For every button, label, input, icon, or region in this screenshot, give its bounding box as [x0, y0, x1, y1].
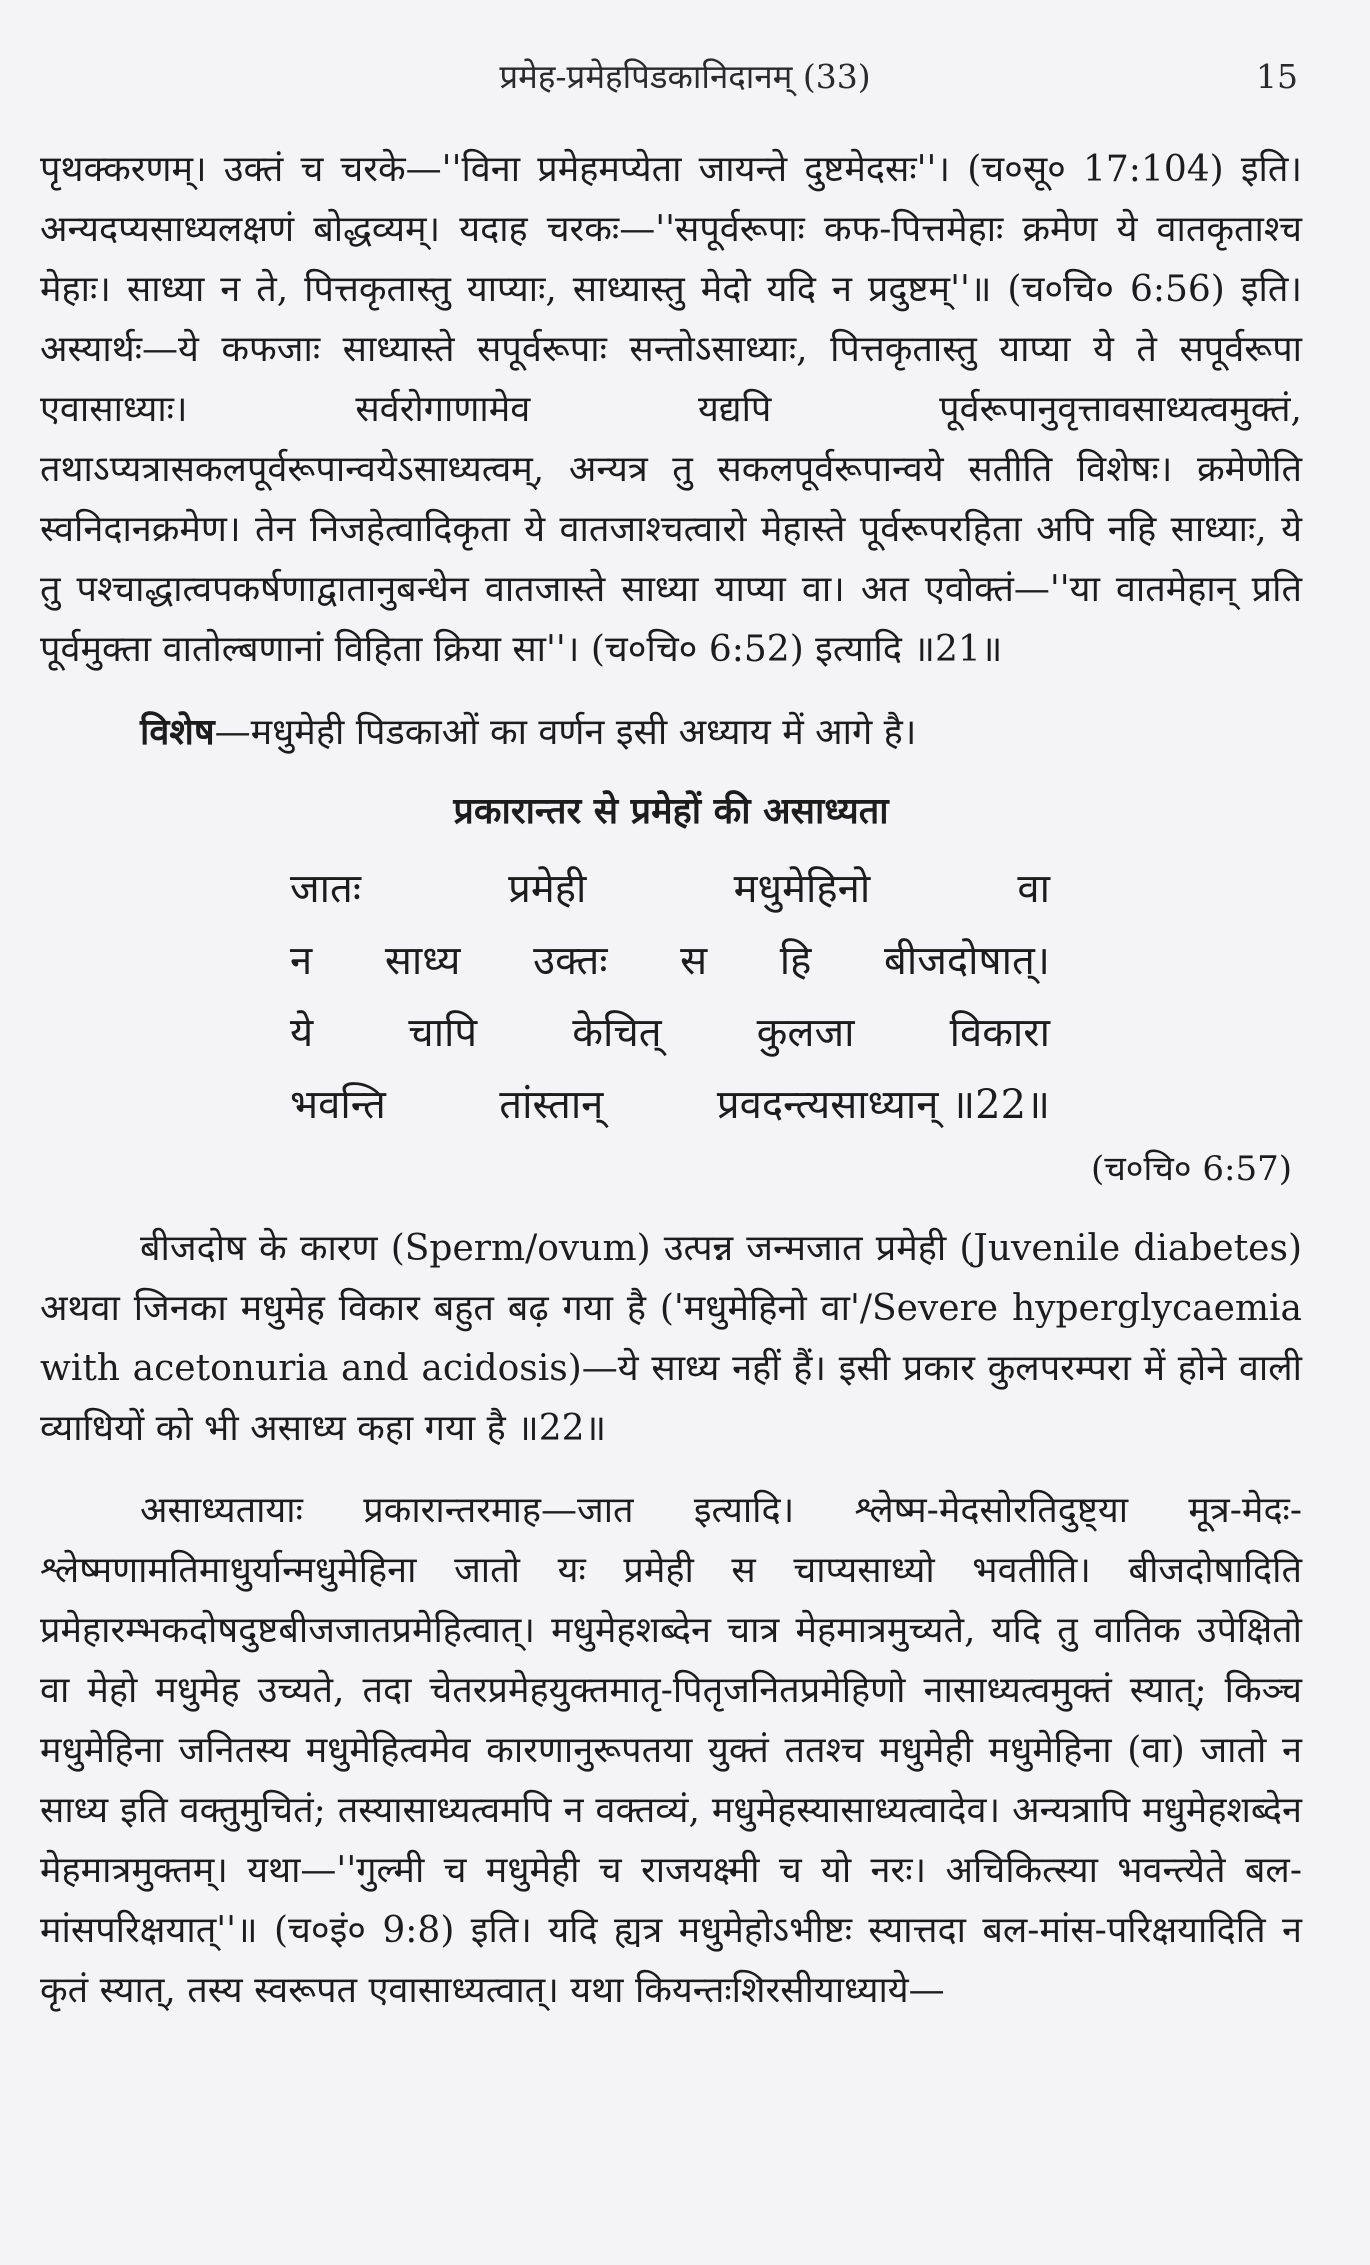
- verse-word: हि: [779, 938, 812, 984]
- translation-paragraph: बीजदोष के कारण (Sperm/ovum) उत्पन्न जन्मजात प्रमेही (Juvenile diabetes) अथवा जिनका मधुमेह विकार बहुत बढ़ गया है ('मधुमेहिनो वा'/Severe hyperglycaemia with acetonuria and acidosis)—ये साध्य नहीं हैं। इसी प्रकार कुलपरम्परा में होने वाली व्याधियों को भी असाध्य कहा गया है ॥22॥: [40, 1228, 1302, 1449]
- note-text: —मधुमेही पिडकाओं का वर्णन इसी अध्याय में आगे है।: [214, 712, 917, 753]
- note-label: विशेष: [140, 711, 215, 753]
- commentary-paragraph-1: पृथक्करणम्। उक्तं च चरके—''विना प्रमेहमप्येता जायन्ते दुष्टमेदसः''। (च०सू० 17:104) इति। अन्यदप्यसाध्यलक्षणं बोद्धव्यम्। यदाह चरकः—''सपूर्वरूपाः कफ-पित्तमेहाः क्रमेण ये वातकृताश्च मेहाः। साध्या न ते, पित्तकृतास्तु याप्याः, साध्यास्तु मेदो यदि न प्रदुष्टम्''॥ (च०चि० 6:56) इति। अस्यार्थः—ये कफजाः साध्यास्ते सपूर्वरूपाः सन्तोऽसाध्याः, पित्तकृतास्तु याप्या ये ते सपूर्वरूपा एवासाध्याः। सर्वरोगाणामेव यद्यपि पूर्वरूपानुवृत्तावसाध्यत्वमुक्तं, तथाऽप्यत्रासकलपूर्वरूपान्वयेऽसाध्यत्वम्, अन्यत्र तु सकलपूर्वरूपान्वये सतीति विशेषः। क्रमेणेति स्वनिदानक्रमेण। तेन निजहेत्वादिकृता ये वातजाश्चत्वारो मेहास्ते पूर्वरूपरहिता अपि नहि साध्याः, ये तु पश्चाद्धात्वपकर्षणाद्वातानुबन्धेन वातजास्ते साध्या याप्या वा। अत एवोक्तं—''या वातमेहान् प्रति पूर्वमुक्ता वातोल्बणानां विहिता क्रिया सा''। (च०चि० 6:52) इत्यादि ॥21॥: [40, 149, 1302, 670]
- verse-word: बीजदोषात्।: [884, 938, 1050, 984]
- verse-line-3: [290, 997, 1050, 1069]
- verse-word: केचित्: [572, 1010, 662, 1056]
- page-header: [0, 52, 1370, 102]
- verse-word: न: [290, 938, 313, 984]
- verse-word: उक्तः: [533, 938, 608, 984]
- verse-word: कुलजा: [756, 1010, 855, 1056]
- verse-word: मधुमेहिनो: [733, 866, 871, 912]
- verse-line-2: [290, 925, 1050, 997]
- verse-line-1: [290, 853, 1050, 925]
- verse-word: विकारा: [949, 1010, 1050, 1056]
- verse-word: प्रमेही: [508, 866, 587, 912]
- verse-word: प्रवदन्त्यसाध्यान् ॥22॥: [716, 1082, 1050, 1128]
- verse-word: जातः: [290, 866, 361, 912]
- running-title: प्रमेह-प्रमेहपिडकानिदानम् (33): [499, 57, 871, 96]
- section-title: प्रकारान्तर से प्रमेहों की असाध्यता: [453, 790, 889, 832]
- verse-word: स: [680, 938, 708, 984]
- verse-block: [290, 853, 1050, 1141]
- verse-word: साध्य: [384, 938, 461, 984]
- verse-line-4: [290, 1069, 1050, 1141]
- page-number: 15: [1256, 57, 1298, 96]
- verse-word: चापि: [408, 1010, 478, 1056]
- note-paragraph: [40, 702, 1302, 763]
- page-body: [40, 140, 1302, 2021]
- verse-reference: (च०चि० 6:57): [1090, 1149, 1292, 1189]
- verse-word: ये: [290, 1010, 314, 1056]
- verse-word: भवन्ति: [290, 1082, 386, 1128]
- verse-word: तांस्तान्: [499, 1082, 604, 1128]
- commentary-paragraph-2: असाध्यतायाः प्रकारान्तरमाह—जात इत्यादि। श्लेष्म-मेदसोरतिदुष्ट्या मूत्र-मेदः-श्लेष्मणामतिमाधुर्यान्मधुमेहिना जातो यः प्रमेही स चाप्यसाध्यो भवतीति। बीजदोषादिति प्रमेहारम्भकदोषदुष्टबीजजातप्रमेहित्वात्। मधुमेहशब्देन चात्र मेहमात्रमुच्यते, यदि तु वातिक उपेक्षितो वा मेहो मधुमेह उच्यते, तदा चेतरप्रमेहयुक्तमातृ-पितृजनितप्रमेहिणो नासाध्यत्वमुक्तं स्यात्; किञ्च मधुमेहिना जनितस्य मधुमेहित्वमेव कारणानुरूपतया युक्तं ततश्च मधुमेही मधुमेहिना (वा) जातो न साध्य इति वक्तुमुचितं; तस्यासाध्यत्वमपि न वक्तव्यं, मधुमेहस्यासाध्यत्वादेव। अन्यत्रापि मधुमेहशब्देन मेहमात्रमुक्तम्। यथा—''गुल्मी च मधुमेही च राजयक्ष्मी च यो नरः। अचिकित्स्या भवन्त्येते बल-मांसपरिक्षयात्''॥ (च०इं० 9:8) इति। यदि ह्यत्र मधुमेहोऽभीष्टः स्यात्तदा बल-मांस-परिक्षयादिति न कृतं स्यात्, तस्य स्वरूपत एवासाध्यत्वात्। यथा कियन्तःशिरसीयाध्याये—: [40, 1490, 1302, 2011]
- verse-word: वा: [1017, 866, 1050, 912]
